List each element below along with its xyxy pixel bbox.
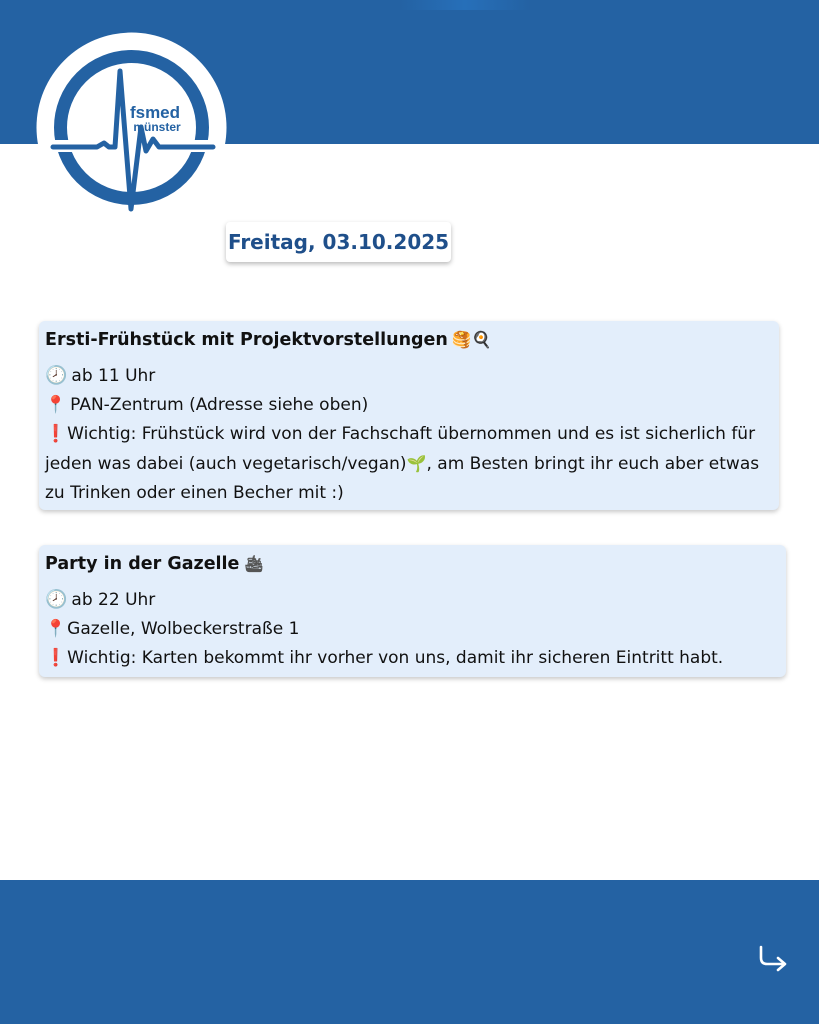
event-card-breakfast — [39, 321, 779, 510]
event-time — [45, 361, 773, 391]
clock-icon: 🕗 — [45, 365, 68, 386]
exclamation-icon: ❗ — [45, 424, 67, 444]
event-location-text: Gazelle, Wolbeckerstraße 1 — [67, 619, 300, 639]
event-time — [45, 585, 780, 615]
footer-band — [0, 880, 819, 1024]
event-location — [45, 615, 780, 644]
date-label: Freitag, 03.10.2025 — [226, 222, 451, 262]
event-note — [45, 420, 779, 508]
pin-icon: 📍 — [45, 395, 67, 415]
event-time-text: ab 11 Uhr — [71, 366, 156, 386]
event-time-text: ab 22 Uhr — [71, 590, 156, 610]
event-card-party — [39, 545, 786, 677]
logo-text-muenster: münster — [133, 120, 181, 134]
event-location — [45, 391, 773, 420]
clock-icon: 🕗 — [45, 589, 68, 610]
sprout-icon: 🌱 — [406, 454, 427, 473]
exclamation-icon: ❗ — [45, 648, 67, 668]
fsmed-logo — [35, 31, 228, 224]
event-location-text: PAN-Zentrum (Adresse siehe oben) — [70, 395, 369, 415]
logo-text-fsmed: fsmed — [129, 103, 181, 122]
share-arrow-icon[interactable] — [756, 944, 790, 972]
pin-icon: 📍 — [45, 619, 67, 639]
header-glare — [400, 0, 530, 10]
event-title — [45, 329, 773, 351]
event-title-text: Party in der Gazelle — [45, 554, 240, 574]
event-note-text-continued: , am Besten bringt ihr euch aber etwas zu Trinken oder einen Becher mit :) — [45, 454, 760, 503]
event-note-text: Wichtig: Frühstück wird von der Fachschaft übernommen und es ist sicherlich für jeden was dabei (auch vegetarisch/vegan) — [45, 424, 756, 474]
event-note-text: Wichtig: Karten bekommt ihr vorher von uns, damit ihr sicheren Eintritt habt. — [67, 648, 724, 668]
event-note — [45, 644, 780, 673]
pancake-pan-icon: 🥞🍳 — [451, 330, 492, 349]
heartbeat-logo-icon — [35, 31, 228, 224]
event-title — [45, 553, 780, 575]
ship-icon: 🛳 — [243, 554, 264, 573]
event-title-text: Ersti-Frühstück mit Projektvorstellungen — [45, 330, 448, 350]
